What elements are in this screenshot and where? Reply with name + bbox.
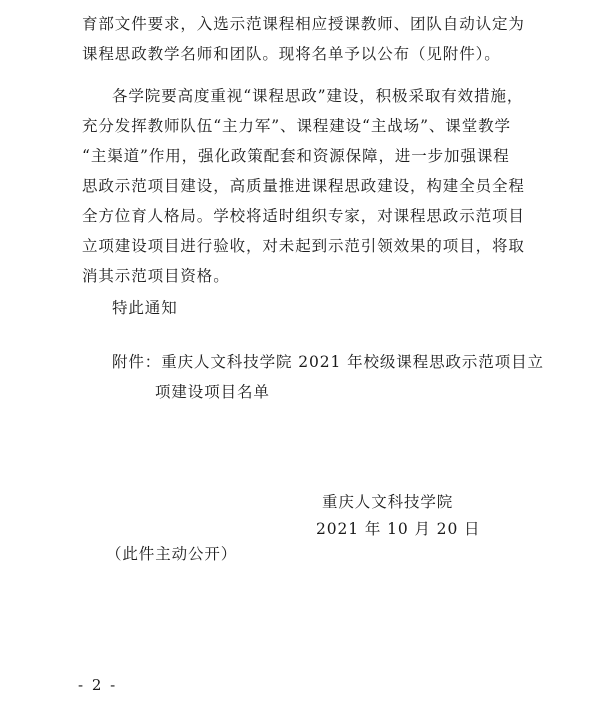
- body-line-6: 思政示范项目建设，高质量推进课程思政建设，构建全员全程: [82, 177, 525, 195]
- signature-org: 重庆人文科技学院: [322, 493, 454, 511]
- body-line-1: 育部文件要求，入选示范课程相应授课教师、团队自动认定为: [82, 15, 525, 33]
- body-line-4: 充分发挥教师队伍“主力军”、课程建设“主战场”、课堂教学: [82, 117, 511, 135]
- attachment-line-2: 项建设项目名单: [155, 383, 270, 401]
- signature-date: 2021 年 10 月 20 日: [316, 520, 481, 538]
- body-line-9: 消其示范项目资格。: [82, 267, 230, 285]
- attachment-line-1: 附件：重庆人文科技学院 2021 年校级课程思政示范项目立: [112, 353, 544, 371]
- body-line-8: 立项建设项目进行验收，对未起到示范引领效果的项目，将取: [82, 237, 525, 255]
- notice-text: 特此通知: [112, 299, 178, 317]
- body-line-3: 各学院要高度重视“课程思政”建设，积极采取有效措施，: [112, 87, 524, 105]
- body-line-7: 全方位育人格局。学校将适时组织专家，对课程思政示范项目: [82, 207, 525, 225]
- body-line-5: “主渠道”作用，强化政策配套和资源保障，进一步加强课程: [82, 147, 510, 165]
- page-number: - 2 -: [78, 676, 118, 694]
- publicity-note: （此件主动公开）: [106, 545, 238, 563]
- body-line-2: 课程思政教学名师和团队。现将名单予以公布（见附件）。: [82, 45, 501, 63]
